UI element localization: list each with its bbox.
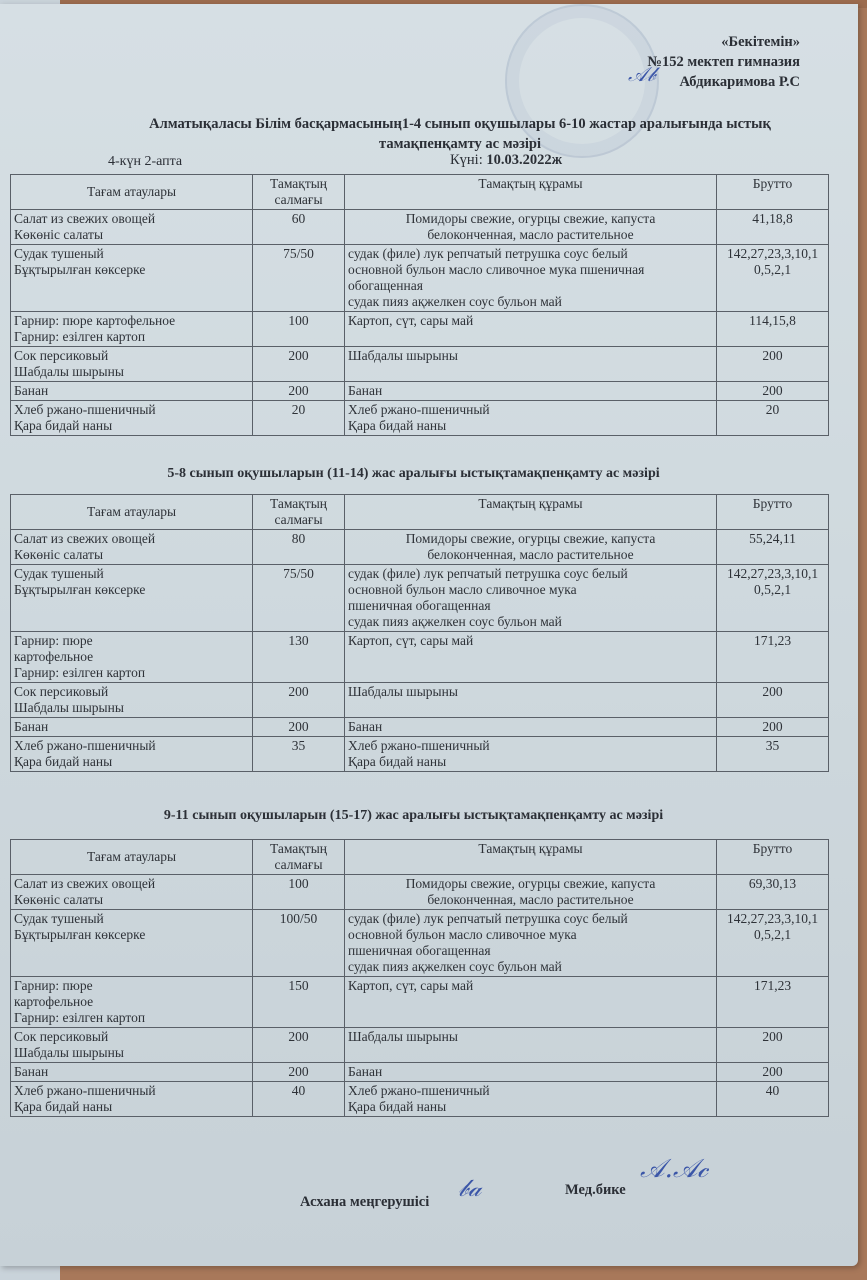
dish-weight-cell: 200 [253, 683, 345, 718]
dish-weight-cell: 200 [253, 718, 345, 737]
dish-composition-cell: судак (филе) лук репчатый петрушка соус белый основной бульон масло сливочное мука пшеничная обогащенная судак пияз ақжелкен соус бульон май [345, 910, 717, 977]
dish-name-cell: Хлеб ржано-пшеничный Қара бидай наны [11, 401, 253, 436]
table-row [11, 1063, 829, 1082]
dish-brutto-cell: 41,18,8 [717, 210, 829, 245]
dish-brutto-cell: 171,23 [717, 632, 829, 683]
section-title: 9-11 сынып оқушыларын (15-17) жас аралығы ыстықтамақпенқамту ас мәзірі [163, 808, 664, 823]
dish-composition-cell: Помидоры свежие, огурцы свежие, капуста белоконченная, масло растительное [345, 530, 717, 565]
dish-brutto-cell: 69,30,13 [717, 875, 829, 910]
dish-name-cell: Салат из свежих овощей Көкөніс салаты [11, 210, 253, 245]
col-header-weight: Тамақтың салмағы [253, 495, 345, 530]
dish-name-cell: Гарнир: пюре картофельное Гарнир: езілген картоп [11, 312, 253, 347]
dish-brutto-cell: 55,24,11 [717, 530, 829, 565]
dish-composition-cell: Картоп, сүт, сары май [345, 977, 717, 1028]
dish-brutto-cell: 40 [717, 1082, 829, 1117]
dish-name-cell: Банан [11, 718, 253, 737]
dish-composition-cell: Хлеб ржано-пшеничный Қара бидай наны [345, 737, 717, 772]
dish-composition-cell: Шабдалы шырыны [345, 347, 717, 382]
dish-weight-cell: 130 [253, 632, 345, 683]
menu-table [10, 839, 829, 1117]
dish-weight-cell: 60 [253, 210, 345, 245]
dish-brutto-cell: 142,27,23,3,10,1 0,5,2,1 [717, 245, 829, 312]
dish-name-cell: Сок персиковый Шабдалы шырыны [11, 683, 253, 718]
dish-weight-cell: 75/50 [253, 245, 345, 312]
table-row [11, 245, 829, 312]
dish-weight-cell: 200 [253, 1028, 345, 1063]
dish-weight-cell: 200 [253, 1063, 345, 1082]
table-row [11, 530, 829, 565]
date-value: 10.03.2022ж [486, 152, 563, 168]
col-header-name: Тағам атаулары [11, 175, 253, 210]
dish-weight-cell: 150 [253, 977, 345, 1028]
table-row [11, 382, 829, 401]
dish-brutto-cell: 35 [717, 737, 829, 772]
table-row [11, 1028, 829, 1063]
dish-brutto-cell: 200 [717, 1028, 829, 1063]
dish-brutto-cell: 200 [717, 718, 829, 737]
day-week: 4-күн 2-апта [108, 154, 183, 169]
dish-brutto-cell: 200 [717, 1063, 829, 1082]
dish-name-cell: Судак тушеный Бұқтырылған көксерке [11, 565, 253, 632]
dish-name-cell: Судак тушеный Бұқтырылған көксерке [11, 245, 253, 312]
dish-weight-cell: 80 [253, 530, 345, 565]
col-header-composition: Тамақтың құрамы [345, 175, 717, 210]
col-header-composition: Тамақтың құрамы [345, 495, 717, 530]
dish-name-cell: Гарнир: пюре картофельное Гарнир: езілген картоп [11, 977, 253, 1028]
col-header-brutto: Брутто [717, 175, 829, 210]
dish-name-cell: Гарнир: пюре картофельное Гарнир: езілген картоп [11, 632, 253, 683]
dish-weight-cell: 200 [253, 382, 345, 401]
table-row [11, 565, 829, 632]
dish-name-cell: Салат из свежих овощей Көкөніс салаты [11, 530, 253, 565]
dish-brutto-cell: 200 [717, 382, 829, 401]
dish-composition-cell: Помидоры свежие, огурцы свежие, капуста белоконченная, масло растительное [345, 875, 717, 910]
dish-weight-cell: 100/50 [253, 910, 345, 977]
dish-weight-cell: 100 [253, 312, 345, 347]
table-header-row [11, 495, 829, 530]
col-header-name: Тағам атаулары [11, 495, 253, 530]
dish-name-cell: Банан [11, 382, 253, 401]
dish-brutto-cell: 200 [717, 683, 829, 718]
dish-weight-cell: 100 [253, 875, 345, 910]
dish-weight-cell: 200 [253, 347, 345, 382]
dish-brutto-cell: 20 [717, 401, 829, 436]
dish-composition-cell: Помидоры свежие, огурцы свежие, капуста белоконченная, масло растительное [345, 210, 717, 245]
dish-composition-cell: Картоп, сүт, сары май [345, 312, 717, 347]
dish-brutto-cell: 142,27,23,3,10,1 0,5,2,1 [717, 565, 829, 632]
table-row [11, 683, 829, 718]
document-title [110, 114, 810, 154]
dish-composition-cell: Картоп, сүт, сары май [345, 632, 717, 683]
col-header-brutto: Брутто [717, 495, 829, 530]
section-title: 5-8 сынып оқушыларын (11-14) жас аралығы ыстықтамақпенқамту ас мәзірі [167, 466, 660, 481]
school-name: №152 мектеп гимназия [647, 54, 800, 70]
title-line-2: тамақпенқамту ас мәзірі [379, 136, 541, 152]
col-header-brutto: Брутто [717, 840, 829, 875]
nurse-signature-icon: 𝒜.𝒜𝒸 [640, 1154, 708, 1184]
nurse-label: Мед.бике [565, 1182, 626, 1198]
dish-name-cell: Хлеб ржано-пшеничный Қара бидай наны [11, 1082, 253, 1117]
dish-name-cell: Банан [11, 1063, 253, 1082]
title-line-1: Алматықаласы Білім басқармасының1-4 сынып оқушылары 6-10 жастар аралығында ыстық [149, 116, 771, 132]
col-header-composition: Тамақтың құрамы [345, 840, 717, 875]
table-header-row [11, 175, 829, 210]
dish-composition-cell: Хлеб ржано-пшеничный Қара бидай наны [345, 401, 717, 436]
table-row [11, 875, 829, 910]
dish-name-cell: Сок персиковый Шабдалы шырыны [11, 347, 253, 382]
col-header-weight: Тамақтың салмағы [253, 840, 345, 875]
dish-name-cell: Салат из свежих овощей Көкөніс салаты [11, 875, 253, 910]
dish-composition-cell: Банан [345, 718, 717, 737]
dish-brutto-cell: 142,27,23,3,10,1 0,5,2,1 [717, 910, 829, 977]
dish-weight-cell: 35 [253, 737, 345, 772]
table-header-row [11, 840, 829, 875]
table-row [11, 1082, 829, 1117]
director-name: Абдикаримова Р.С [679, 74, 800, 90]
dish-composition-cell: судак (филе) лук репчатый петрушка соус белый основной бульон масло сливочное мука пшеничная обогащенная судак пияз ақжелкен соус бульон май [345, 565, 717, 632]
table-row [11, 632, 829, 683]
dish-name-cell: Сок персиковый Шабдалы шырыны [11, 1028, 253, 1063]
table-row [11, 210, 829, 245]
table-row [11, 977, 829, 1028]
canteen-manager-signature-icon: 𝒷𝒶 [458, 1174, 482, 1202]
dish-composition-cell: Банан [345, 382, 717, 401]
approval-heading: «Бекітемін» [721, 34, 800, 50]
dish-name-cell: Хлеб ржано-пшеничный Қара бидай наны [11, 737, 253, 772]
col-header-name: Тағам атаулары [11, 840, 253, 875]
dish-composition-cell: Шабдалы шырыны [345, 683, 717, 718]
dish-brutto-cell: 200 [717, 347, 829, 382]
dish-name-cell: Судак тушеный Бұқтырылған көксерке [11, 910, 253, 977]
director-signature-icon: 𝒜𝒷 [628, 62, 656, 86]
dish-composition-cell: судак (филе) лук репчатый петрушка соус белый основной бульон масло сливочное мука пшеничная обогащенная судак пияз ақжелкен соус бульон май [345, 245, 717, 312]
dish-weight-cell: 40 [253, 1082, 345, 1117]
dish-brutto-cell: 114,15,8 [717, 312, 829, 347]
dish-composition-cell: Хлеб ржано-пшеничный Қара бидай наны [345, 1082, 717, 1117]
dish-weight-cell: 75/50 [253, 565, 345, 632]
menu-document-page [0, 4, 858, 1266]
col-header-weight: Тамақтың салмағы [253, 175, 345, 210]
table-row [11, 347, 829, 382]
table-row [11, 737, 829, 772]
table-row [11, 718, 829, 737]
table-row [11, 401, 829, 436]
menu-table [10, 174, 829, 436]
table-row [11, 312, 829, 347]
date-label: Күні: [450, 152, 487, 168]
date-line [450, 152, 562, 169]
dish-composition-cell: Банан [345, 1063, 717, 1082]
canteen-manager-label: Асхана меңгерушісі [300, 1194, 430, 1210]
dish-weight-cell: 20 [253, 401, 345, 436]
dish-composition-cell: Шабдалы шырыны [345, 1028, 717, 1063]
approval-block [647, 32, 800, 92]
dish-brutto-cell: 171,23 [717, 977, 829, 1028]
menu-table [10, 494, 829, 772]
table-row [11, 910, 829, 977]
